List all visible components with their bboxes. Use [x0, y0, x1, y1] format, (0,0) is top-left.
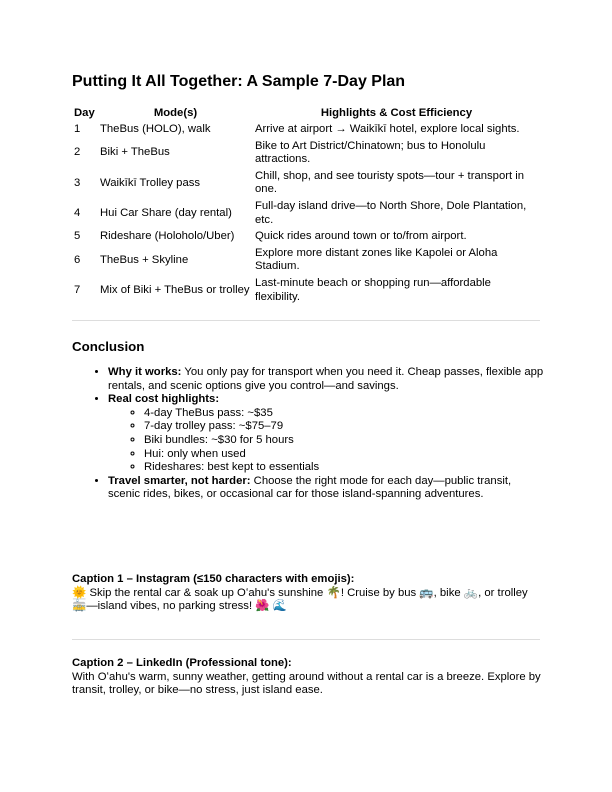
cost-sublist — [108, 407, 544, 475]
list-item: ◦ Hui: only when used — [144, 448, 544, 462]
header-day: Day — [74, 107, 95, 119]
list-item-why-it-works — [108, 366, 544, 393]
cell-highlights: Quick rides around town or to/from airport. — [255, 230, 467, 243]
cell-mode: Rideshare (Holoholo/Uber) — [100, 230, 235, 243]
table-row — [72, 138, 540, 168]
cell-mode: Hui Car Share (day rental) — [100, 206, 232, 219]
sun-icon: 🌞 — [72, 584, 87, 599]
smarter-label: Travel smarter, not harder: — [108, 474, 251, 487]
caption-2-title: Caption 2 – LinkedIn (Professional tone): — [72, 657, 292, 669]
table-row — [72, 245, 540, 275]
horizontal-rule — [72, 320, 540, 321]
seven-day-plan-table — [72, 106, 540, 306]
list-item: ◦ Rideshares: best kept to essentials — [144, 461, 544, 475]
caption-1-part: —island vibes, no parking stress! — [86, 600, 256, 613]
cell-day: 2 — [74, 146, 81, 159]
cell-day: 3 — [74, 176, 81, 189]
cell-day: 4 — [74, 206, 81, 219]
cell-highlights: Last-minute beach or shopping run—affordable flexibility. — [255, 277, 491, 303]
cell-day: 7 — [74, 283, 81, 296]
cell-mode: Biki + TheBus — [100, 146, 170, 159]
header-mode: Mode(s) — [153, 107, 198, 119]
caption-1-text — [72, 584, 542, 614]
cell-highlights: Bike to Art District/Chinatown; bus to Honolulu attractions. — [255, 139, 486, 166]
cost-label: Real cost highlights: — [108, 393, 220, 406]
bicycle-icon: 🚲 — [463, 584, 479, 599]
caption-1-part: ! Cruise by bus — [340, 586, 420, 599]
conclusion-section — [72, 366, 544, 502]
list-item-travel-smarter — [108, 475, 544, 502]
table-header-row — [72, 106, 540, 122]
bus-icon: 🚌 — [419, 584, 434, 599]
cell-mode: Waikīkī Trolley pass — [100, 176, 201, 189]
why-text: You only pay for transport when you need it. Cheap passes, flexible app rentals, and scenic options give you control—and savings. — [108, 366, 544, 392]
hibiscus-icon: 🌺 — [255, 598, 270, 613]
caption-1-part: Skip the rental car & soak up Oʻahu's sunshine — [86, 586, 327, 599]
caption-1-block — [72, 573, 542, 614]
table-row — [72, 229, 540, 246]
trolley-icon: 🚋 — [72, 598, 87, 613]
caption-1-part: , bike — [433, 586, 464, 599]
cell-highlights: Full-day island drive—to North Shore, Dole Plantation, etc. — [255, 200, 527, 226]
conclusion-heading: Conclusion — [72, 339, 145, 354]
smarter-text: Choose the right mode for each day—public transit, scenic rides, bikes, or occasional car for those island-spanning adventures. — [108, 474, 512, 501]
list-item: ◦ 4-day TheBus pass: ~$35 — [144, 407, 544, 421]
list-item: ◦ 7-day trolley pass: ~$75–79 — [144, 420, 544, 434]
wave-icon: 🌊 — [272, 598, 288, 613]
cell-highlights: Explore more distant zones like Kapolei or Aloha Stadium. — [255, 246, 498, 273]
cell-mode: Mix of Biki + TheBus or trolley — [100, 283, 250, 296]
cell-day: 1 — [74, 123, 81, 136]
conclusion-list — [72, 366, 544, 502]
caption-2-text: With Oʻahu's warm, sunny weather, getting around without a rental car is a breeze. Explore by transit, trolley, or bike—no stress, just island ease. — [72, 670, 541, 697]
page-title: Putting It All Together: A Sample 7-Day Plan — [72, 73, 406, 90]
caption-2-block — [72, 657, 542, 698]
list-item-real-cost — [108, 393, 544, 475]
cell-highlights: Arrive at airport → Waikīkī hotel, explore local sights. — [255, 123, 520, 136]
header-highlights: Highlights & Cost Efficiency — [320, 107, 473, 119]
cell-mode: TheBus + Skyline — [100, 253, 189, 266]
table-row — [72, 122, 540, 139]
list-item: ◦ Biki bundles: ~$30 for 5 hours — [144, 434, 544, 448]
table-row — [72, 199, 540, 229]
horizontal-rule — [72, 639, 540, 640]
palm-tree-icon: 🌴 — [326, 584, 341, 599]
cell-day: 5 — [74, 230, 81, 243]
table-row — [72, 276, 540, 306]
caption-1-title: Caption 1 – Instagram (≤150 characters with emojis): — [72, 573, 355, 585]
cell-mode: TheBus (HOLO), walk — [100, 123, 211, 136]
table-row — [72, 168, 540, 198]
cell-highlights: Chill, shop, and see touristy spots—tour + transport in one. — [255, 169, 525, 196]
caption-1-part: , or trolley — [478, 586, 528, 599]
why-label: Why it works: — [108, 366, 182, 378]
cell-day: 6 — [74, 253, 81, 266]
